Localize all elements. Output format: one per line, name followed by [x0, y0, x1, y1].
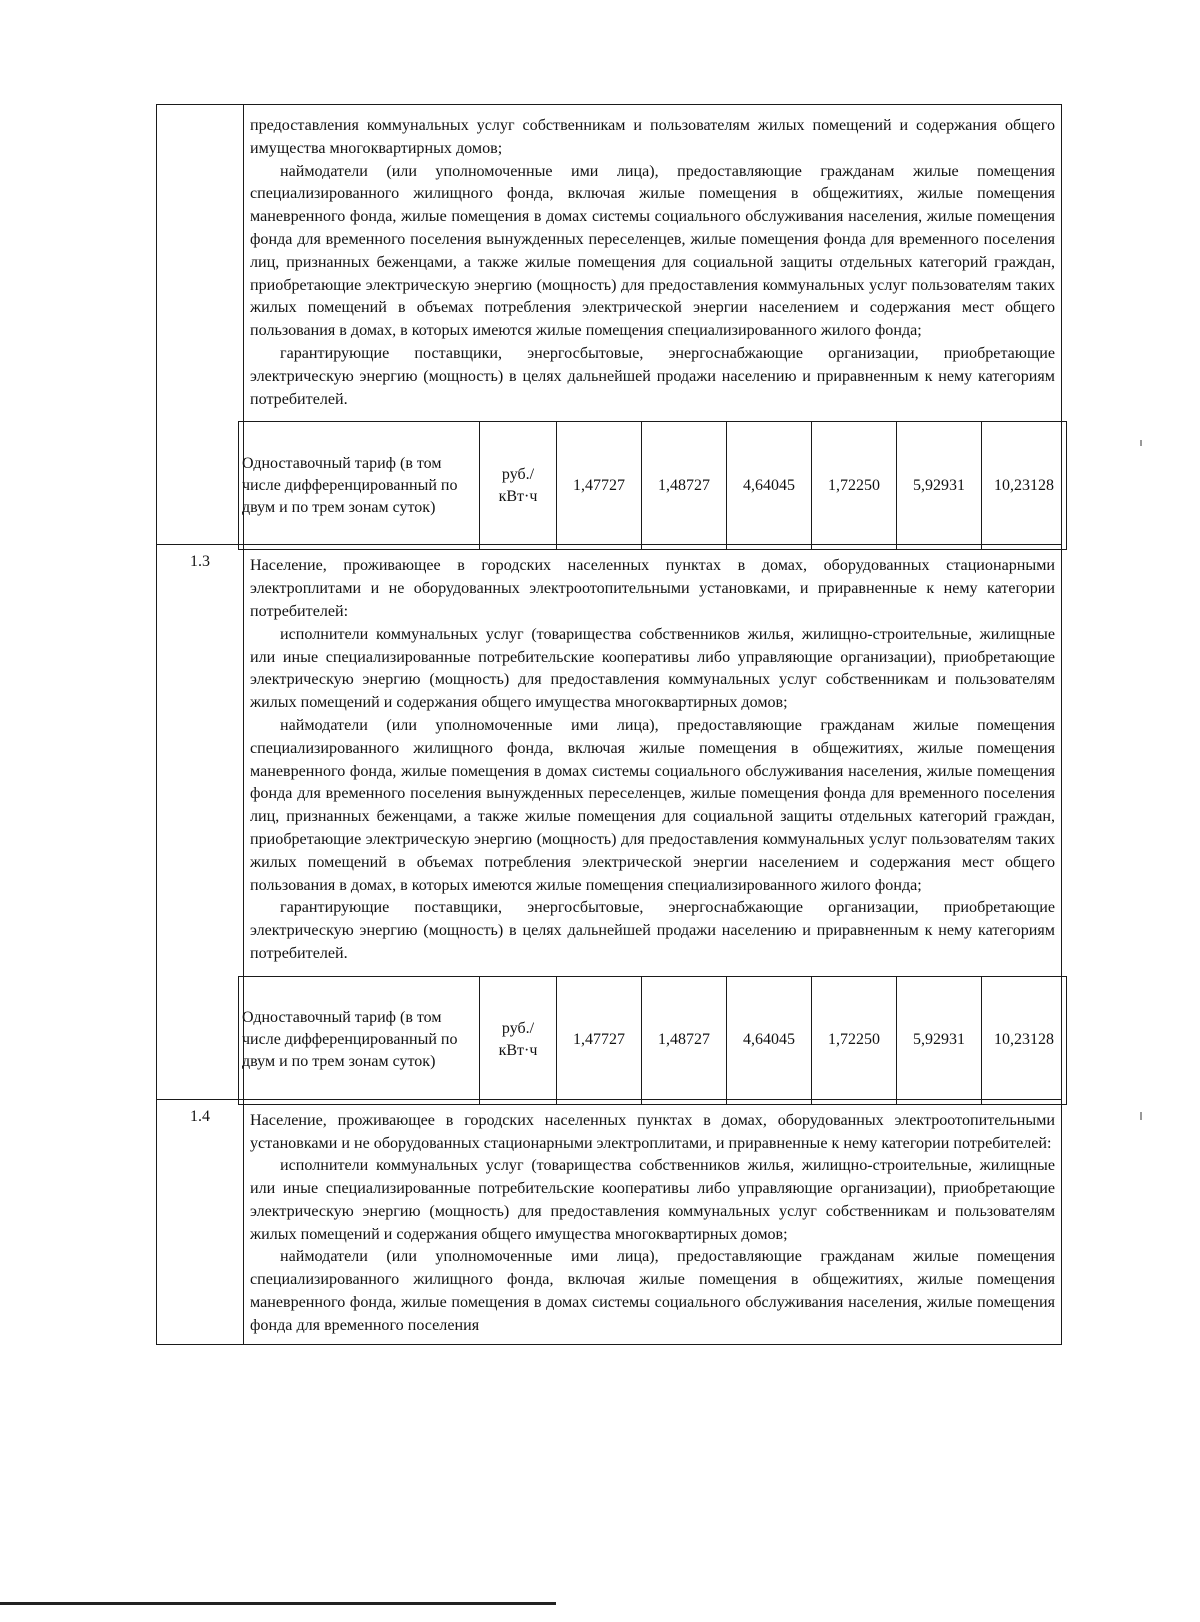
tariff-label: Одноставочный тариф (в том числе дифференцированный по двум и по трем зонам суток)	[239, 422, 480, 550]
paragraph: наймодатели (или уполномоченные ими лица), предоставляющие гражданам жилые помещения специализированного жилищного фонда, включая жилые помещения в общежитиях, жилые помещения маневренного фонда, жилые помещения в домах системы социального обслуживания населения, жилые помещения фонда для временного поселения вынужденных переселенцев, жилые помещения фонда для временного поселения лиц, признанных беженцами, а также жилые помещения для социальной защиты отдельных категорий граждан, приобретающие электрическую энергию (мощность) для предоставления коммунальных услуг пользователям таких жилых помещений в объемах потребления электрической энергии населением и содержания мест общего пользования в домах, в которых имеются жилые помещения специализированного жилого фонда;	[250, 162, 1055, 340]
table-row	[157, 1099, 1062, 1344]
paragraph: Население, проживающее в городских населенных пунктах в домах, оборудованных электроотопительными установками и не оборудованных стационарными электроплитами, и приравненные к нему категории потребителей:	[250, 1111, 1055, 1152]
tariff-unit: руб./ кВт·ч	[480, 422, 557, 550]
tariff-value: 5,92931	[897, 976, 982, 1104]
scan-bottom-rule	[0, 1602, 556, 1605]
row-number: 1.3	[157, 545, 244, 1099]
row-description	[244, 1100, 1061, 1344]
row-content	[244, 1099, 1062, 1344]
tariff-value: 1,47727	[557, 976, 642, 1104]
tariff-document-table	[156, 104, 1062, 1345]
paragraph: наймодатели (или уполномоченные ими лица), предоставляющие гражданам жилые помещения специализированного жилищного фонда, включая жилые помещения в общежитиях, жилые помещения маневренного фонда, жилые помещения в домах системы социального обслуживания населения, жилые помещения фонда для временного поселения вынужденных переселенцев, жилые помещения фонда для временного поселения лиц, признанных беженцами, а также жилые помещения для социальной защиты отдельных категорий граждан, приобретающие электрическую энергию (мощность) для предоставления коммунальных услуг пользователям таких жилых помещений в объемах потребления электрической энергии населением и содержания мест общего пользования в домах, в которых имеются жилые помещения специализированного жилого фонда;	[250, 716, 1055, 894]
row-content	[244, 545, 1062, 1099]
scan-mark	[1140, 1112, 1142, 1120]
paragraph: исполнители коммунальных услуг (товарищества собственников жилья, жилищно-строительные, жилищные или иные специализированные потребительские кооперативы либо управляющие организации), приобретающие электрическую энергию (мощность) для предоставления коммунальных услуг собственникам и пользователям жилых помещений и содержания общего имущества многоквартирных домов;	[250, 1157, 1055, 1243]
tariff-value: 4,64045	[727, 422, 812, 550]
table-row	[157, 545, 1062, 1099]
tariff-value: 1,48727	[642, 976, 727, 1104]
row-number: 1.4	[157, 1099, 244, 1344]
row-number	[157, 105, 244, 545]
row-description	[244, 545, 1061, 971]
tariff-value: 10,23128	[982, 976, 1067, 1104]
paragraph: исполнители коммунальных услуг (товарищества собственников жилья, жилищно-строительные, жилищные или иные специализированные потребительские кооперативы либо управляющие организации), приобретающие электрическую энергию (мощность) для предоставления коммунальных услуг собственникам и пользователям жилых помещений и содержания общего имущества многоквартирных домов;	[250, 625, 1055, 712]
table-row	[157, 105, 1062, 545]
tariff-value: 1,72250	[812, 422, 897, 550]
paragraph: наймодатели (или уполномоченные ими лица), предоставляющие гражданам жилые помещения специализированного жилищного фонда, включая жилые помещения в общежитиях, жилые помещения маневренного фонда, жилые помещения в домах системы социального обслуживания населения, жилые помещения фонда для временного поселения	[250, 1248, 1055, 1334]
paragraph: Население, проживающее в городских населенных пунктах в домах, оборудованных стационарными электроплитами и не оборудованных электроотопительными установками, и приравненные к нему категории потребителей:	[250, 557, 1055, 620]
row-content	[244, 105, 1062, 545]
tariff-value: 10,23128	[982, 422, 1067, 550]
paragraph: гарантирующие поставщики, энергосбытовые, энергоснабжающие организации, приобретающие электрическую энергию (мощность) в целях дальнейшей продажи населению и приравненным к нему категориям потребителей.	[250, 899, 1055, 962]
paragraph: гарантирующие поставщики, энергосбытовые, энергоснабжающие организации, приобретающие электрическую энергию (мощность) в целях дальнейшей продажи населению и приравненным к нему категориям потребителей.	[250, 344, 1055, 408]
tariff-unit: руб./ кВт·ч	[480, 976, 557, 1104]
row-description	[244, 105, 1061, 417]
paragraph: предоставления коммунальных услуг собственникам и пользователям жилых помещений и содержания общего имущества многоквартирных домов;	[250, 117, 1055, 157]
tariff-value: 1,48727	[642, 422, 727, 550]
tariff-value: 1,72250	[812, 976, 897, 1104]
tariff-label: Одноставочный тариф (в том числе дифференцированный по двум и по трем зонам суток)	[239, 976, 480, 1104]
tariff-row	[238, 976, 1067, 1105]
tariff-value: 5,92931	[897, 422, 982, 550]
tariff-value: 1,47727	[557, 422, 642, 550]
scan-mark	[1140, 440, 1142, 446]
tariff-row	[238, 421, 1067, 550]
tariff-value: 4,64045	[727, 976, 812, 1104]
